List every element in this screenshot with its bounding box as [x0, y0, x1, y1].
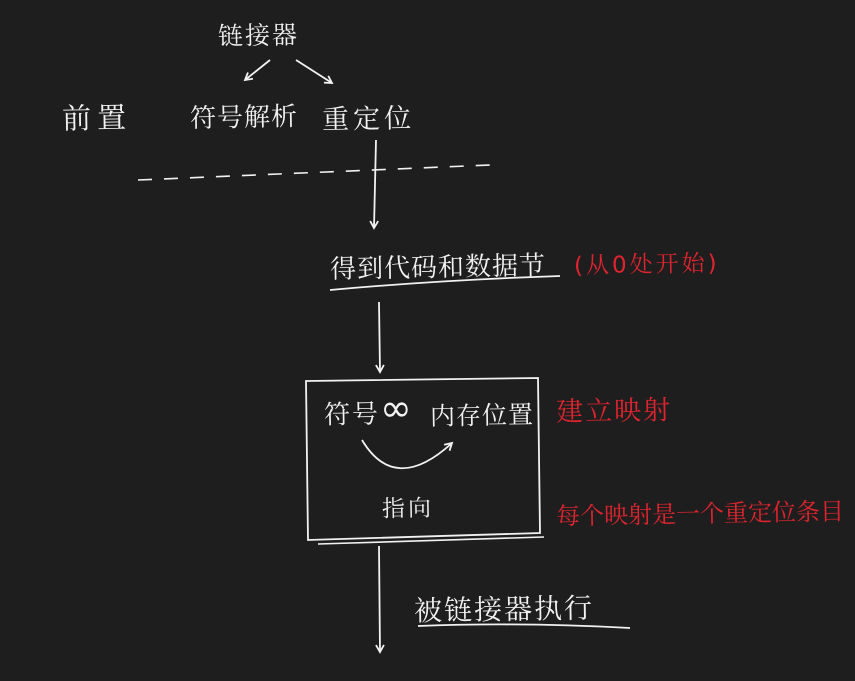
label-get-sections: 得到代码和数据节	[329, 251, 547, 285]
arrow-linker-to-relocation	[296, 60, 332, 83]
label-executed-by-linker: 被链接器执行	[413, 591, 595, 628]
annotation-relocation-entry: 每个映射是一个重定位条目	[555, 497, 845, 531]
label-points-to: 指向	[381, 495, 435, 523]
label-memory-location: 内存位置	[429, 400, 535, 431]
label-mapping-symbol: 符号	[323, 399, 381, 431]
arrow-sections-to-box	[379, 302, 380, 372]
arrow-linker-to-resolution	[245, 60, 270, 80]
label-relocation: 重定位	[321, 103, 416, 136]
label-prefix: 前置	[61, 100, 133, 136]
arrow-box-to-output	[379, 546, 380, 652]
mapping-curve-arrow	[362, 440, 452, 468]
annotation-build-mapping: 建立映射	[555, 394, 673, 429]
label-symbol-resolution: 符号解析	[189, 102, 299, 134]
label-linker: 链接器	[217, 20, 300, 51]
infinity-symbol: ∞	[379, 385, 413, 431]
dashed-separator	[138, 165, 490, 180]
annotation-from-zero: (从0处开始)	[573, 250, 720, 280]
arrow-relocation-to-sections	[374, 140, 376, 228]
